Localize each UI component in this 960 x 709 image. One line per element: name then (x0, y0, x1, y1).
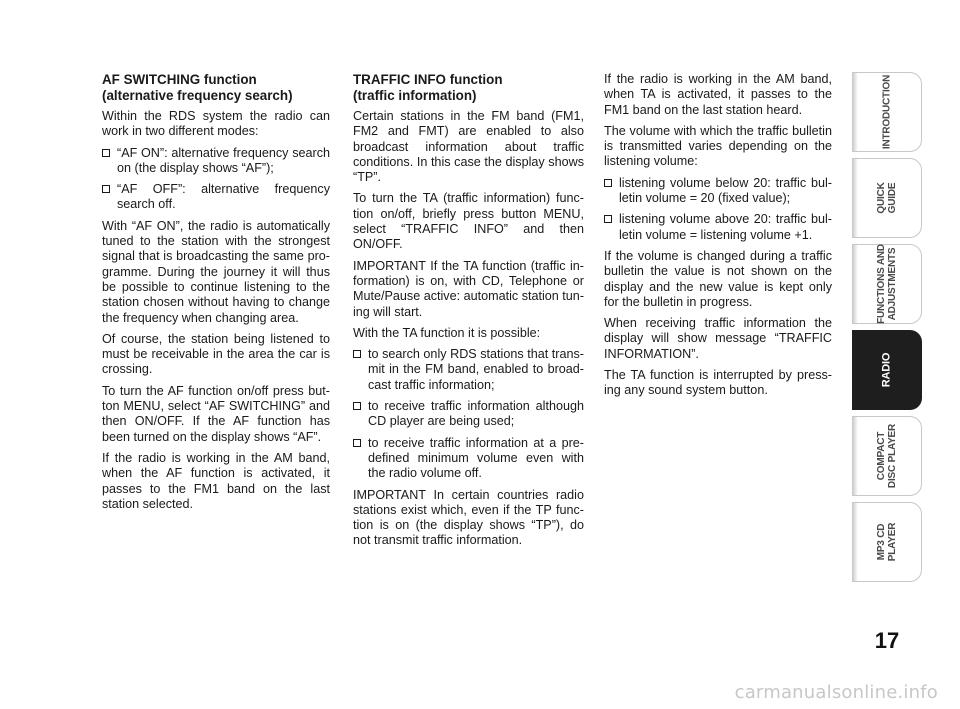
heading-line: (traffic information) (353, 87, 477, 103)
tab-compact-disc-player[interactable] (852, 416, 922, 496)
list-item-text: to receive traffic information although CD player are being used; (368, 399, 584, 429)
tab-label: QUICK GUIDE (875, 182, 898, 214)
tab-radio[interactable] (852, 330, 922, 410)
paragraph: IMPORTANT If the TA function (traffic information) is on, with CD, Telephone or Mute/Pause active: automatic station tuning will start. (353, 258, 585, 319)
list-item (353, 436, 584, 482)
tab-quick-guide[interactable] (852, 158, 922, 238)
checkbox-bullet-icon (353, 350, 361, 358)
column-traffic-volume (604, 72, 832, 405)
list-item-text: to receive traffic information at a predefined minimum volume even with the radio volume off. (368, 435, 584, 481)
bullet-list (604, 176, 832, 243)
list-item (102, 146, 330, 177)
column-traffic-info (353, 72, 584, 555)
list-item-text: to search only RDS stations that transmit in the FM band, enabled to broadcast traffic information; (368, 347, 584, 392)
paragraph: Within the RDS system the radio can work in two different modes: (102, 109, 330, 139)
heading-line: AF SWITCHING function (102, 72, 257, 87)
list-item-text: listening volume below 20: traffic bulletin volume = 20 (fixed value); (619, 175, 832, 206)
tab-label: COMPACT DISC PLAYER (875, 423, 898, 489)
checkbox-bullet-icon (353, 402, 361, 410)
paragraph: Certain stations in the FM band (FM1, FM2 and FMT) are enabled to also broadcast information about traffic conditions. In this case the display shows “TP”. (353, 109, 584, 185)
checkbox-bullet-icon (604, 179, 612, 187)
list-item-text: listening volume above 20: traffic bulletin volume = listening volume +1. (619, 212, 832, 242)
list-item (353, 399, 584, 430)
paragraph: IMPORTANT In certain countries radio stations exist which, even if the TP function is on (the display shows “TP”), do not transmit traffic information. (353, 487, 584, 548)
paragraph: With “AF ON”, the radio is automatically tuned to the station with the strongest signal that is broadcasting the same programme. During the journey it will thus be possible to continue listening to the station chosen without having to change the frequency when changing area. (102, 218, 330, 325)
paragraph: If the radio is working in the AM band, when TA is activated, it passes to the FM1 band on the last station heard. (604, 72, 832, 117)
list-item (353, 347, 584, 393)
paragraph: The volume with which the traffic bulletin is transmitted varies depending on the listening volume: (604, 123, 832, 169)
checkbox-bullet-icon (604, 215, 612, 223)
paragraph: With the TA function it is possible: (353, 325, 541, 340)
page-number: 17 (874, 628, 900, 653)
paragraph: When receiving traffic information the display will show message “TRAFFIC INFORMATION”. (604, 316, 832, 361)
section-heading (353, 72, 584, 103)
tab-functions-adjustments[interactable] (852, 244, 922, 324)
heading-line: (alternative frequency search) (102, 87, 293, 103)
tab-label: FUNCTIONS AND ADJUSTMENTS (875, 244, 898, 324)
list-item (604, 176, 832, 207)
list-item-text: “AF OFF”: alternative frequency search off. (117, 182, 330, 212)
tab-label: INTRODUCTION (881, 74, 892, 150)
checkbox-bullet-icon (102, 185, 110, 193)
paragraph: To turn the AF function on/off press button MENU, select “AF SWITCHING” and then ON/OFF. If the AF function has been turned on the display shows “AF”. (102, 383, 330, 444)
paragraph: If the radio is working in the AM band, when the AF function is activated, it passes to the FM1 band on the last station selected. (102, 450, 330, 511)
column-af-switching (102, 72, 330, 518)
paragraph: To turn the TA (traffic information) function on/off, briefly press button MENU, select “TRAFFIC INFO” and then ON/OFF. (353, 191, 584, 252)
section-heading (102, 72, 330, 103)
tab-introduction[interactable] (852, 72, 922, 152)
paragraph: Of course, the station being listened to must be receivable in the area the car is crossing. (102, 331, 330, 377)
heading-line: TRAFFIC INFO function (353, 72, 503, 87)
paragraph: If the volume is changed during a traffic bulletin the value is not shown on the display and the new value is kept only for the bulletin in progress. (604, 248, 832, 309)
watermark: carmanualsonline.info (734, 682, 938, 703)
bullet-list (102, 146, 330, 213)
bullet-list (353, 347, 584, 481)
checkbox-bullet-icon (102, 149, 110, 157)
list-item (102, 182, 330, 213)
tab-label: MP3 CD PLAYER (875, 522, 898, 562)
list-item-text: “AF ON”: alternative frequency search on (the display shows “AF”); (117, 145, 330, 175)
section-tabs (852, 72, 922, 588)
tab-label: RADIO (880, 352, 892, 388)
tab-mp3-cd-player[interactable] (852, 502, 922, 582)
paragraph: The TA function is interrupted by pressing any sound system button. (604, 368, 832, 398)
checkbox-bullet-icon (353, 439, 361, 447)
list-item (604, 212, 832, 243)
